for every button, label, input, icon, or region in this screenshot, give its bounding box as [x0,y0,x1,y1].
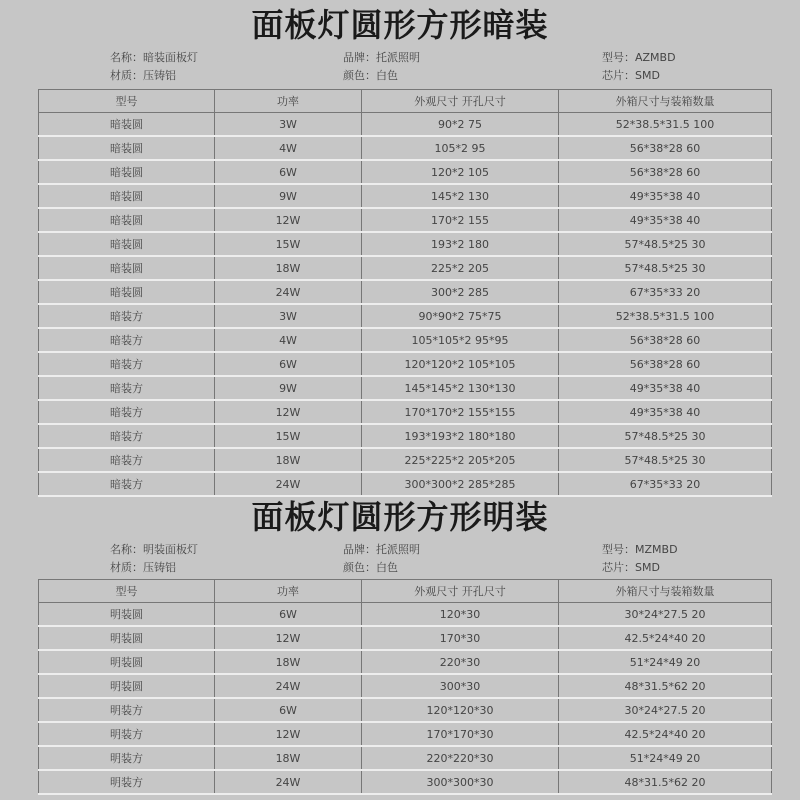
cell-dimensions: 170*30 [362,626,559,650]
cell-power: 3W [215,304,362,328]
meta-brand: 品牌：托派照明 [343,543,420,556]
cell-model: 暗装方 [39,400,215,424]
cell-carton: 67*35*33 20 [559,472,772,496]
cell-power: 24W [215,674,362,698]
cell-model: 暗装方 [39,472,215,496]
cell-carton: 56*38*28 60 [559,160,772,184]
table-row [39,746,772,770]
table-row [39,376,772,400]
cell-carton: 56*38*28 60 [559,328,772,352]
cell-dimensions: 120*2 105 [362,160,559,184]
meta-model: 型号：AZMBD [602,51,676,64]
table-row [39,424,772,448]
cell-carton: 49*35*38 40 [559,376,772,400]
cell-dimensions: 120*120*30 [362,698,559,722]
cell-dimensions: 170*170*30 [362,722,559,746]
cell-model: 暗装方 [39,328,215,352]
cell-power: 24W [215,472,362,496]
cell-power: 12W [215,400,362,424]
cell-model: 暗装圆 [39,208,215,232]
cell-model: 明装方 [39,698,215,722]
cell-power: 18W [215,448,362,472]
header-carton: 外箱尺寸与装箱数量 [559,90,772,113]
table-row [39,208,772,232]
meta-brand: 品牌：托派照明 [343,51,420,64]
cell-carton: 57*48.5*25 30 [559,256,772,280]
header-power: 功率 [215,580,362,603]
cell-dimensions: 225*2 205 [362,256,559,280]
section-title-recessed: 面板灯圆形方形暗装 [251,6,549,44]
cell-carton: 57*48.5*25 30 [559,448,772,472]
cell-carton: 52*38.5*31.5 100 [559,304,772,328]
table-row [39,280,772,304]
cell-model: 明装方 [39,722,215,746]
cell-dimensions: 220*30 [362,650,559,674]
spec-table-surface [38,579,772,795]
cell-dimensions: 120*120*2 105*105 [362,352,559,376]
header-power: 功率 [215,90,362,113]
cell-model: 明装圆 [39,603,215,627]
cell-dimensions: 170*170*2 155*155 [362,400,559,424]
table-row [39,184,772,208]
header-dimensions: 外观尺寸 开孔尺寸 [362,580,559,603]
cell-power: 15W [215,232,362,256]
cell-model: 暗装圆 [39,256,215,280]
table-header-row [39,580,772,603]
cell-carton: 48*31.5*62 20 [559,770,772,794]
cell-power: 18W [215,746,362,770]
cell-power: 12W [215,626,362,650]
cell-carton: 52*38.5*31.5 100 [559,113,772,137]
cell-dimensions: 220*220*30 [362,746,559,770]
cell-carton: 57*48.5*25 30 [559,424,772,448]
cell-carton: 49*35*38 40 [559,208,772,232]
table-row [39,722,772,746]
cell-dimensions: 193*2 180 [362,232,559,256]
meta-name: 名称：明装面板灯 [110,543,198,556]
cell-carton: 57*48.5*25 30 [559,232,772,256]
cell-model: 暗装圆 [39,184,215,208]
cell-model: 暗装方 [39,352,215,376]
cell-carton: 42.5*24*40 20 [559,626,772,650]
cell-dimensions: 105*105*2 95*95 [362,328,559,352]
table-row [39,113,772,137]
cell-dimensions: 300*2 285 [362,280,559,304]
cell-power: 12W [215,208,362,232]
cell-model: 暗装方 [39,304,215,328]
cell-power: 4W [215,328,362,352]
cell-power: 9W [215,376,362,400]
table-row [39,448,772,472]
table-header-row [39,90,772,113]
meta-color: 颜色：白色 [343,561,398,574]
meta-material: 材质：压铸铝 [110,561,176,574]
cell-dimensions: 145*2 130 [362,184,559,208]
cell-carton: 51*24*49 20 [559,650,772,674]
meta-chip: 芯片：SMD [602,561,660,574]
cell-power: 3W [215,113,362,137]
table-row [39,770,772,794]
cell-carton: 56*38*28 60 [559,136,772,160]
cell-carton: 67*35*33 20 [559,280,772,304]
section-title-surface: 面板灯圆形方形明装 [251,498,549,536]
cell-power: 9W [215,184,362,208]
cell-model: 暗装方 [39,424,215,448]
cell-dimensions: 90*90*2 75*75 [362,304,559,328]
cell-power: 4W [215,136,362,160]
cell-carton: 42.5*24*40 20 [559,722,772,746]
table-row [39,328,772,352]
meta-color: 颜色：白色 [343,69,398,82]
header-model: 型号 [39,580,215,603]
cell-dimensions: 300*300*2 285*285 [362,472,559,496]
cell-dimensions: 105*2 95 [362,136,559,160]
cell-model: 暗装圆 [39,113,215,137]
meta-material: 材质：压铸铝 [110,69,176,82]
cell-power: 15W [215,424,362,448]
cell-dimensions: 170*2 155 [362,208,559,232]
cell-model: 暗装圆 [39,136,215,160]
cell-carton: 51*24*49 20 [559,746,772,770]
cell-model: 明装圆 [39,626,215,650]
cell-model: 暗装圆 [39,160,215,184]
table-row [39,603,772,627]
cell-dimensions: 145*145*2 130*130 [362,376,559,400]
cell-power: 6W [215,160,362,184]
cell-power: 18W [215,650,362,674]
cell-model: 明装圆 [39,650,215,674]
cell-power: 24W [215,770,362,794]
cell-model: 暗装圆 [39,280,215,304]
table-row [39,256,772,280]
table-row [39,674,772,698]
cell-carton: 30*24*27.5 20 [559,603,772,627]
table-row [39,352,772,376]
table-row [39,650,772,674]
cell-model: 明装方 [39,746,215,770]
cell-model: 暗装圆 [39,232,215,256]
cell-dimensions: 300*300*30 [362,770,559,794]
cell-dimensions: 193*193*2 180*180 [362,424,559,448]
table-row [39,400,772,424]
table-row [39,626,772,650]
spec-table-recessed [38,89,772,497]
cell-dimensions: 90*2 75 [362,113,559,137]
cell-carton: 30*24*27.5 20 [559,698,772,722]
cell-carton: 48*31.5*62 20 [559,674,772,698]
cell-model: 明装圆 [39,674,215,698]
header-model: 型号 [39,90,215,113]
cell-model: 暗装方 [39,448,215,472]
table-row [39,698,772,722]
table-row [39,160,772,184]
header-carton: 外箱尺寸与装箱数量 [559,580,772,603]
meta-chip: 芯片：SMD [602,69,660,82]
cell-model: 暗装方 [39,376,215,400]
cell-carton: 56*38*28 60 [559,352,772,376]
meta-name: 名称：暗装面板灯 [110,51,198,64]
cell-model: 明装方 [39,770,215,794]
cell-carton: 49*35*38 40 [559,400,772,424]
meta-model: 型号：MZMBD [602,543,678,556]
table-row [39,472,772,496]
header-dimensions: 外观尺寸 开孔尺寸 [362,90,559,113]
table-row [39,304,772,328]
cell-carton: 49*35*38 40 [559,184,772,208]
cell-dimensions: 300*30 [362,674,559,698]
cell-power: 12W [215,722,362,746]
cell-power: 6W [215,603,362,627]
table-row [39,136,772,160]
cell-power: 6W [215,352,362,376]
table-row [39,232,772,256]
cell-dimensions: 225*225*2 205*205 [362,448,559,472]
cell-power: 24W [215,280,362,304]
cell-power: 6W [215,698,362,722]
cell-dimensions: 120*30 [362,603,559,627]
cell-power: 18W [215,256,362,280]
